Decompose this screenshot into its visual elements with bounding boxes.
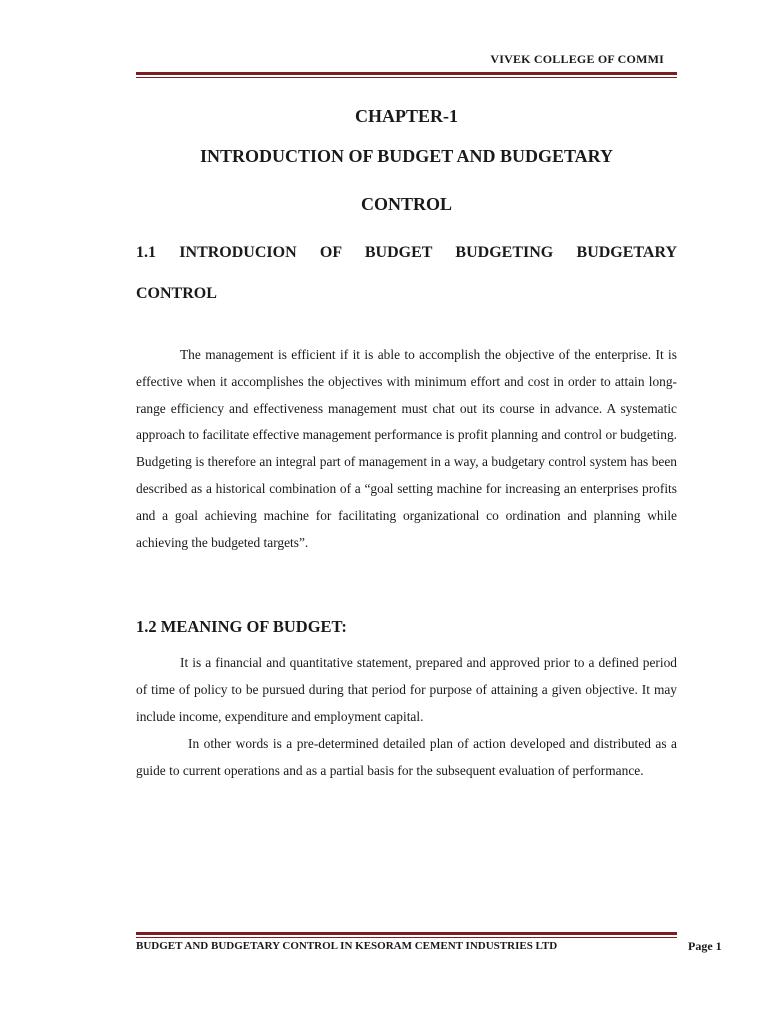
page-header-text: VIVEK COLLEGE OF COMMI — [490, 52, 664, 66]
section-2-heading: 1.2 MEANING OF BUDGET: — [136, 617, 347, 637]
header-rule — [136, 72, 677, 78]
section-2-paragraph-1: It is a financial and quantitative statement, prepared and approved prior to a defined period of time of policy to be pursued during that period for purpose of attaining a given objective. It may include income, expenditure and employment capital. — [136, 655, 677, 724]
section-2-paragraph-2: In other words is a pre-determined detailed plan of action developed and distributed as a guide to current operations and as a partial basis for the subsequent evaluation of performance. — [136, 735, 677, 778]
section-1-heading-line-2: CONTROL — [136, 285, 217, 302]
chapter-title-line-1: INTRODUCTION OF BUDGET AND BUDGETARY — [199, 146, 614, 166]
footer-rule-thin — [136, 937, 677, 938]
chapter-label: CHAPTER-1 — [355, 106, 458, 126]
footer-title: BUDGET AND BUDGETARY CONTROL IN KESORAM CEMENT INDUSTRIES LTD — [136, 940, 558, 952]
page-number: Page 1 — [688, 939, 722, 953]
footer-rule — [136, 932, 677, 938]
chapter-title-line-2: CONTROL — [360, 194, 452, 214]
section-1-heading-line-1: 1.1 INTRODUCION OF BUDGET BUDGETING BUDGETARY — [136, 244, 677, 261]
section-1-heading — [136, 232, 677, 314]
header-rule-thin — [136, 77, 677, 78]
chapter-title — [136, 132, 677, 228]
section-1-paragraph: The management is efficient if it is able to accomplish the objective of the enterprise. It is effective when it accomplishes the objectives with minimum effort and cost in order to attain long-range efficiency and effectiveness management must chat out its course in advance. A systematic approach to facilitate effective management performance is profit planning and control or budgeting. Budgeting is therefore an integral part of management in a way, a budgetary control system has been described as a historical combination of a “goal setting machine for increasing an enterprises profits and a goal achieving machine for facilitating organizational co ordination and planning while achieving the budgeted targets”. — [136, 347, 677, 550]
page-content — [136, 100, 677, 784]
